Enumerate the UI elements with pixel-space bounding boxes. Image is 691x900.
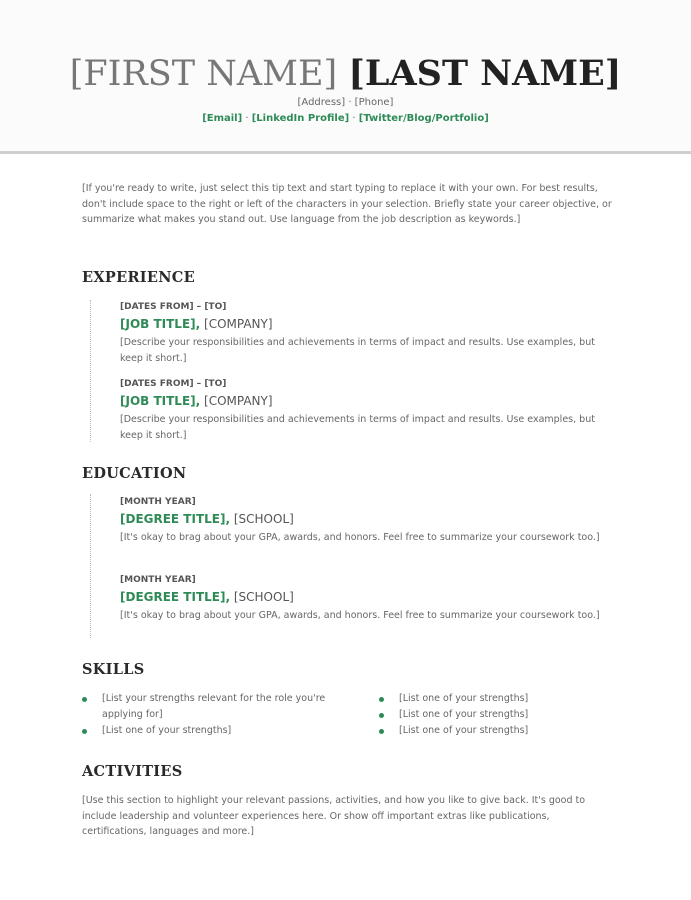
- education-entry[interactable]: [120, 574, 610, 624]
- activities-heading: ACTIVITIES: [82, 763, 183, 780]
- skill-text: [List one of your strengths]: [399, 725, 529, 736]
- activities-text[interactable]: [Use this section to highlight your relevant passions, activities, and how you like to give back. It's good to include leadership and volunteer experiences here. Or show off important extras like publications, certifications, languages and more.]: [82, 795, 586, 837]
- skills-list-left: [82, 691, 357, 739]
- company-name: [COMPANY]: [200, 317, 273, 331]
- entry-description: [It's okay to brag about your GPA, awards, and honors. Feel free to summarize your coursework too.]: [120, 532, 600, 543]
- entry-description: [Describe your responsibilities and achievements in terms of impact and results. Use examples, but keep it short.]: [120, 414, 595, 441]
- skill-item[interactable]: [379, 707, 619, 723]
- experience-entry[interactable]: [120, 378, 610, 443]
- link-separator: ·: [242, 113, 252, 124]
- bullet-icon: [82, 729, 87, 734]
- skill-item[interactable]: [379, 691, 619, 707]
- skills-heading: SKILLS: [82, 661, 145, 678]
- skills-list-right: [379, 691, 619, 739]
- last-name[interactable]: [LAST NAME]: [348, 53, 622, 94]
- entry-title: [120, 589, 610, 605]
- school-name: [SCHOOL]: [230, 590, 294, 604]
- education-entry[interactable]: [120, 496, 610, 546]
- skill-item[interactable]: [82, 691, 357, 723]
- experience-timeline-line: [90, 300, 91, 442]
- education-timeline-line: [90, 494, 91, 638]
- contact-links: [0, 112, 691, 126]
- email-link[interactable]: [Email]: [202, 113, 243, 124]
- bullet-icon: [379, 697, 384, 702]
- full-name[interactable]: [0, 52, 691, 96]
- skill-text: [List one of your strengths]: [102, 725, 232, 736]
- resume-header: [0, 0, 691, 154]
- entry-dates: [MONTH YEAR]: [120, 497, 196, 507]
- entry-dates: [DATES FROM] – [TO]: [120, 302, 227, 312]
- link-separator: ·: [349, 113, 359, 124]
- entry-description: [Describe your responsibilities and achievements in terms of impact and results. Use examples, but keep it short.]: [120, 337, 595, 364]
- experience-entry[interactable]: [120, 301, 610, 366]
- bullet-icon: [379, 713, 384, 718]
- job-title: [JOB TITLE],: [120, 317, 201, 331]
- experience-heading: EXPERIENCE: [82, 269, 195, 286]
- skill-text: [List your strengths relevant for the role you're applying for]: [102, 693, 326, 720]
- entry-title: [120, 511, 610, 527]
- first-name[interactable]: [FIRST NAME]: [69, 54, 338, 94]
- company-name: [COMPANY]: [200, 394, 273, 408]
- degree-title: [DEGREE TITLE],: [120, 590, 231, 604]
- job-title: [JOB TITLE],: [120, 394, 201, 408]
- skill-text: [List one of your strengths]: [399, 709, 529, 720]
- entry-title: [120, 393, 610, 409]
- linkedin-link[interactable]: [LinkedIn Profile]: [251, 113, 350, 124]
- entry-dates: [DATES FROM] – [TO]: [120, 379, 227, 389]
- portfolio-link[interactable]: [Twitter/Blog/Portfolio]: [358, 113, 489, 124]
- bullet-icon: [379, 729, 384, 734]
- entry-dates: [MONTH YEAR]: [120, 575, 196, 585]
- school-name: [SCHOOL]: [230, 512, 294, 526]
- address-phone-line[interactable]: [Address] · [Phone]: [297, 97, 394, 108]
- education-heading: EDUCATION: [82, 465, 187, 482]
- entry-title: [120, 316, 610, 332]
- skill-text: [List one of your strengths]: [399, 693, 529, 704]
- degree-title: [DEGREE TITLE],: [120, 512, 231, 526]
- entry-description: [It's okay to brag about your GPA, awards, and honors. Feel free to summarize your coursework too.]: [120, 610, 600, 621]
- skill-item[interactable]: [82, 723, 357, 739]
- bullet-icon: [82, 697, 87, 702]
- skill-item[interactable]: [379, 723, 619, 739]
- objective-text[interactable]: [If you're ready to write, just select this tip text and start typing to replace it with your own. For best results, don't include space to the right or left of the characters in your selection. Briefly state your career objective, or summarize what makes you stand out. Use language from the job description as keywords.]: [82, 183, 612, 225]
